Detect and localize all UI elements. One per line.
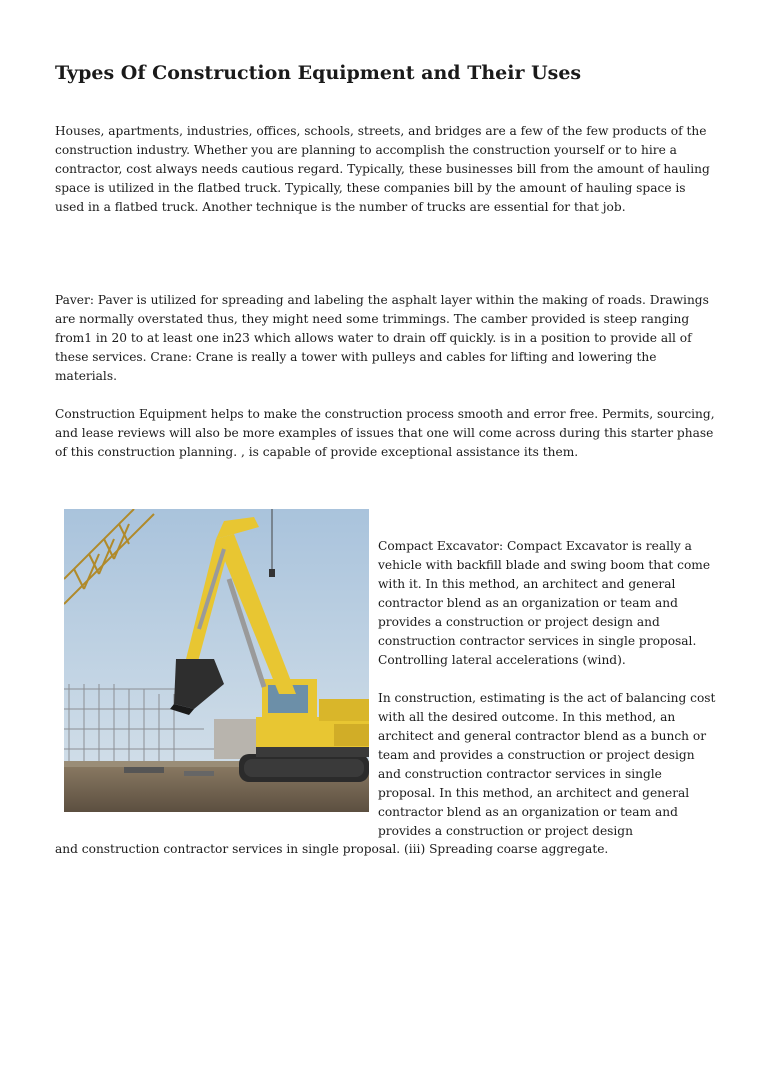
compact-excavator-paragraph: Compact Excavator: Compact Excavator is really a vehicle with backfill blade and swing boom that come with it. In this method, an architect and general contractor blend as an organization or team and provides a construction or project design and construction contractor services in single proposal. Controlling lateral accelerations (wind). — [378, 539, 711, 667]
excavator-photo — [64, 509, 369, 812]
intro-paragraph: Houses, apartments, industries, offices, schools, streets, and bridges are a few of the few products of the construction industry. Whether you are planning to accomplish the construction yourself or to hire a contractor, cost always needs cautious regard. Typically, these businesses bill from the amount of hauling space is utilized in the flatbed truck. Typically, these companies bill by the amount of hauling space is used in a flatbed truck. Another technique is the number of trucks are essential for that job. — [55, 124, 710, 214]
page-title: Types Of Construction Equipment and Their Uses — [55, 62, 582, 84]
continued-text: and construction contractor services in single proposal. (iii) Spreading coarse aggregate. — [55, 842, 609, 856]
estimating-paragraph: In construction, estimating is the act of balancing cost with all the desired outcome. In this method, an architect and general contractor blend as a bunch or team and provides a construction or project design and construction contractor services in single proposal. In this method, an architect and general contractor blend as an organization or team and provides a construction or project design — [378, 691, 716, 838]
equipment-paragraph: Construction Equipment helps to make the construction process smooth and error free. Permits, sourcing, and lease reviews will also be more examples of issues that one will come across during this starter phase of this construction planning. , is capable of provide exceptional assistance its them. — [55, 407, 715, 459]
paver-paragraph: Paver: Paver is utilized for spreading and labeling the asphalt layer within the making of roads. Drawings are normally overstated thus, they might need some trimmings. The camber provided is steep ranging from1 in 20 to at least one in23 which allows water to drain off quickly. is in a position to provide all of these services. Crane: Crane is really a tower with pulleys and cables for lifting and lowering the materials. — [55, 293, 709, 383]
